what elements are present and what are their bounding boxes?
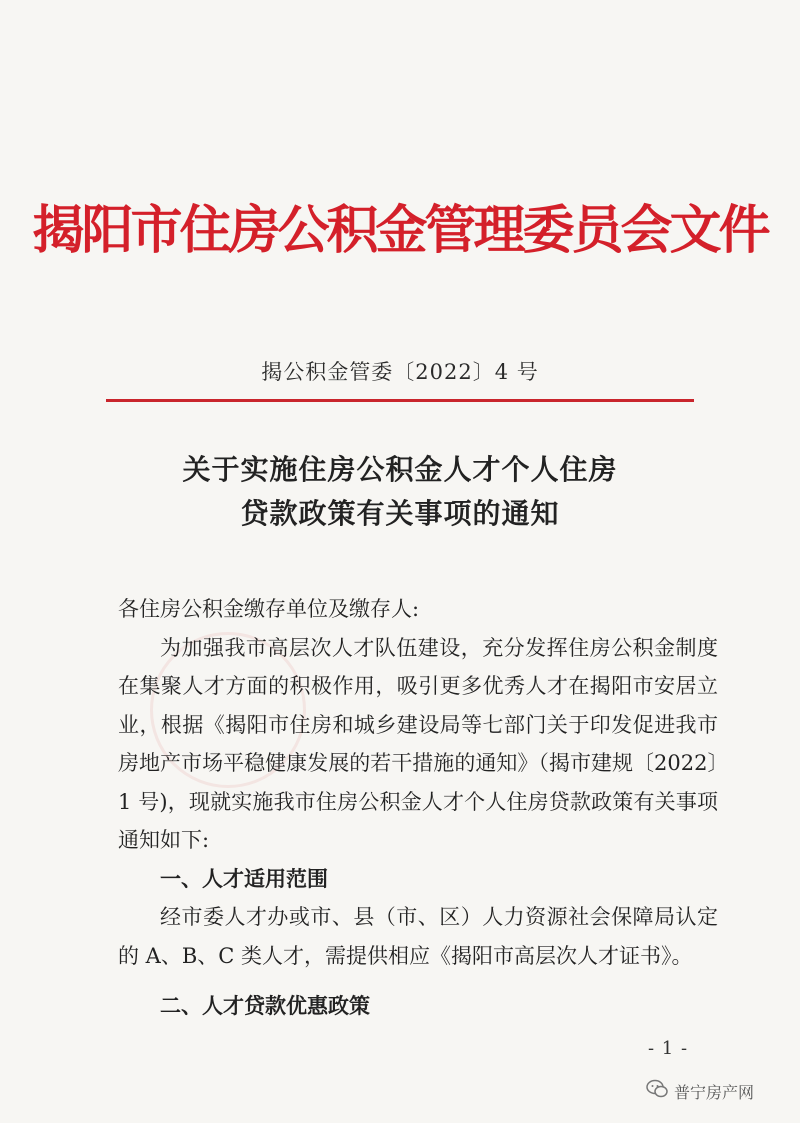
wechat-icon	[646, 1079, 668, 1103]
notice-title-line-2: 贷款政策有关事项的通知	[240, 497, 560, 530]
paragraph-intro: 为加强我市高层次人才队伍建设，充分发挥住房公积金制度在集聚人才方面的积极作用，吸引更多优秀人才在揭阳市安居立业，根据《揭阳市住房和城乡建设局等七部门关于印发促进我市房地产市场平稳健康发展的若干措施的通知》（揭市建规〔2022〕1 号)，现就实施我市住房公积金人才个人住房贷款政策有关事项通知如下:	[118, 635, 718, 852]
red-divider	[106, 399, 694, 402]
notice-title	[0, 448, 800, 536]
salutation: 各住房公积金缴存单位及缴存人:	[118, 597, 420, 621]
section-heading-2: 二、人才贷款优惠政策	[160, 993, 370, 1018]
section-heading-1: 一、人才适用范围	[160, 865, 328, 891]
document-number: 揭公积金管委〔2022〕4 号	[261, 360, 539, 384]
body-text	[118, 590, 718, 1026]
paragraph-eligibility: 经市委人才办或市、县（市、区）人力资源社会保障局认定的 A、B、C 类人才，需提供相应《揭阳市高层次人才证书》。	[118, 905, 718, 968]
document-header-title: 揭阳市住房公积金管理委员会文件	[32, 201, 768, 261]
notice-title-line-1: 关于实施住房公积金人才个人住房	[182, 453, 618, 486]
page-number: - 1 -	[648, 1038, 689, 1059]
watermark	[646, 1078, 754, 1104]
watermark-text: 普宁房产网	[674, 1082, 755, 1102]
